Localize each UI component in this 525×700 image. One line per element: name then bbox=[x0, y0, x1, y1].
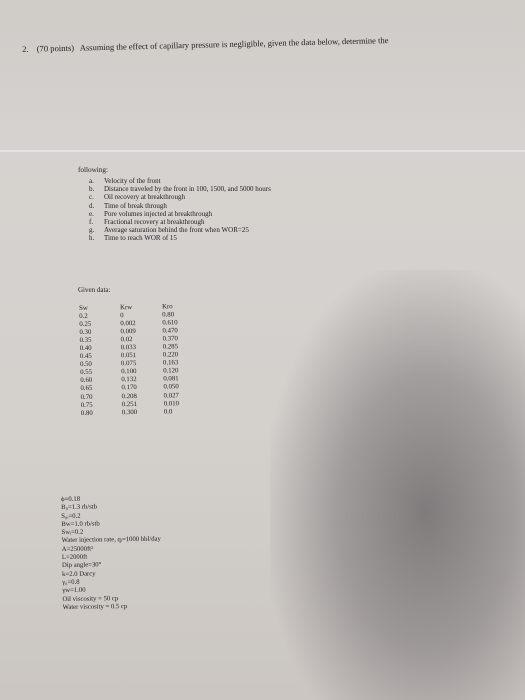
cell-krw: 0.033 bbox=[120, 344, 137, 352]
cell-krw: 0.132 bbox=[121, 376, 137, 384]
cell-krw: 0 bbox=[120, 312, 124, 320]
cell-sw: 0.50 bbox=[79, 361, 93, 369]
cell-sw: 0.40 bbox=[79, 345, 92, 353]
task-item-letter: e. bbox=[89, 209, 94, 218]
cell-sw: 0.75 bbox=[80, 401, 93, 409]
cell-krw: 0.251 bbox=[121, 400, 138, 408]
task-list bbox=[89, 177, 271, 243]
task-item-text: Pore volumes injected at breakthrough bbox=[104, 209, 213, 218]
cell-krw: 0.002 bbox=[120, 320, 136, 328]
task-item bbox=[89, 185, 271, 193]
header-krw: Krw bbox=[119, 304, 133, 312]
cell-kro: 0.470 bbox=[162, 327, 178, 335]
header-sw: Sw bbox=[79, 304, 88, 312]
task-item-letter: h. bbox=[89, 234, 95, 243]
cell-kro: 0.120 bbox=[163, 367, 179, 375]
cell-kro: 0.0 bbox=[163, 407, 173, 416]
cell-krw: 0.100 bbox=[121, 368, 137, 376]
task-item-letter: d. bbox=[89, 201, 95, 210]
task-item-letter: a. bbox=[89, 177, 94, 185]
cell-sw: 0.45 bbox=[79, 353, 92, 361]
task-item-letter: f. bbox=[89, 218, 94, 227]
cell-krw: 0.075 bbox=[120, 360, 137, 368]
parameter-line: Dip angle=30° bbox=[61, 561, 102, 570]
cell-krw: 0.208 bbox=[121, 392, 137, 400]
header-kro: Kro bbox=[161, 303, 173, 311]
cell-kro: 0.050 bbox=[163, 383, 179, 392]
task-item bbox=[89, 226, 271, 234]
given-parameters bbox=[61, 495, 162, 613]
task-item-text: Time to reach WOR of 15 bbox=[104, 234, 177, 243]
cell-kro: 0.220 bbox=[162, 351, 179, 359]
cell-sw: 0.80 bbox=[80, 409, 93, 417]
cell-krw: 0.300 bbox=[121, 408, 138, 416]
cell-sw: 0.55 bbox=[80, 369, 93, 377]
task-item-text: Average saturation behind the front when WOR=25 bbox=[104, 226, 249, 235]
task-item-text: Oil recovery at breakthrough bbox=[104, 193, 186, 202]
task-item-letter: c. bbox=[89, 193, 94, 202]
parameter-line: ϕ=0.18 bbox=[61, 495, 81, 503]
following-label: following: bbox=[78, 166, 108, 174]
cell-sw: 0.35 bbox=[79, 336, 92, 345]
cell-kro: 0.370 bbox=[162, 335, 178, 343]
cell-sw: 0.65 bbox=[80, 385, 93, 393]
parameter-line: k=2.0 Darcy bbox=[62, 570, 96, 578]
cell-sw: 0.30 bbox=[79, 328, 92, 337]
cell-kro: 0.163 bbox=[162, 359, 179, 367]
cell-kro: 0.010 bbox=[163, 399, 180, 408]
parameter-line: Swᵢ=0.2 bbox=[61, 528, 84, 537]
hand-shadow bbox=[270, 270, 525, 700]
cell-sw: 0.25 bbox=[79, 320, 92, 329]
task-item bbox=[89, 193, 271, 201]
parameter-line: S₀ᵢ=0.2 bbox=[61, 512, 81, 520]
cell-sw: 0.60 bbox=[80, 377, 93, 385]
cell-sw: 0.2 bbox=[79, 312, 88, 321]
parameter-line: γw=1.00 bbox=[62, 586, 86, 595]
cell-sw: 0.70 bbox=[80, 393, 93, 401]
cell-krw: 0.051 bbox=[120, 352, 137, 360]
relative-permeability-table bbox=[79, 303, 194, 418]
task-item bbox=[89, 218, 271, 226]
given-data-label: Given data: bbox=[78, 286, 111, 294]
parameter-line: B₀=1.3 rb/stb bbox=[61, 503, 98, 512]
parameter-line: Bw=1.0 rb/stb bbox=[61, 520, 100, 528]
task-item-text: Distance traveled by the front in 100, 1500, and 5000 hours bbox=[104, 185, 271, 194]
parameter-line: A=25000ft² bbox=[61, 545, 94, 553]
parameter-line: γ₀=0.8 bbox=[62, 578, 80, 586]
cell-kro: 0.081 bbox=[163, 375, 179, 383]
parameter-line: Water injection rate, qᵢ=1000 bbl/day bbox=[61, 536, 161, 545]
task-item bbox=[89, 234, 271, 242]
parameter-line: Oil viscosity = 50 cp bbox=[62, 594, 119, 603]
question-number: 2. bbox=[22, 43, 29, 54]
task-item bbox=[89, 210, 271, 218]
task-item-letter: b. bbox=[89, 185, 95, 194]
cell-kro: 0.285 bbox=[162, 343, 179, 351]
task-item-letter: g. bbox=[89, 226, 95, 235]
task-item bbox=[89, 202, 271, 210]
task-item-text: Time of break through bbox=[104, 201, 167, 210]
cell-kro: 0.80 bbox=[162, 311, 175, 319]
cell-krw: 0.170 bbox=[121, 384, 137, 392]
question-points: (70 points) bbox=[36, 42, 75, 54]
cell-kro: 0.027 bbox=[163, 391, 179, 400]
cell-krw: 0.009 bbox=[120, 328, 136, 336]
question-text: Assuming the effect of capillary pressure is negligible, given the data below, determine the bbox=[79, 35, 389, 53]
task-item bbox=[89, 177, 271, 185]
cell-kro: 0.610 bbox=[162, 319, 178, 327]
task-item-text: Fractional recovery at breakthrough bbox=[104, 218, 205, 227]
parameter-line: Water viscosity = 0.5 cp bbox=[62, 602, 128, 611]
question-line bbox=[22, 35, 389, 54]
cell-krw: 0.02 bbox=[120, 336, 133, 344]
paper-fold-line bbox=[0, 150, 525, 152]
parameter-line: L=2000ft bbox=[61, 553, 88, 562]
task-item-text: Velocity of the front bbox=[104, 177, 161, 185]
table-row bbox=[81, 408, 194, 418]
